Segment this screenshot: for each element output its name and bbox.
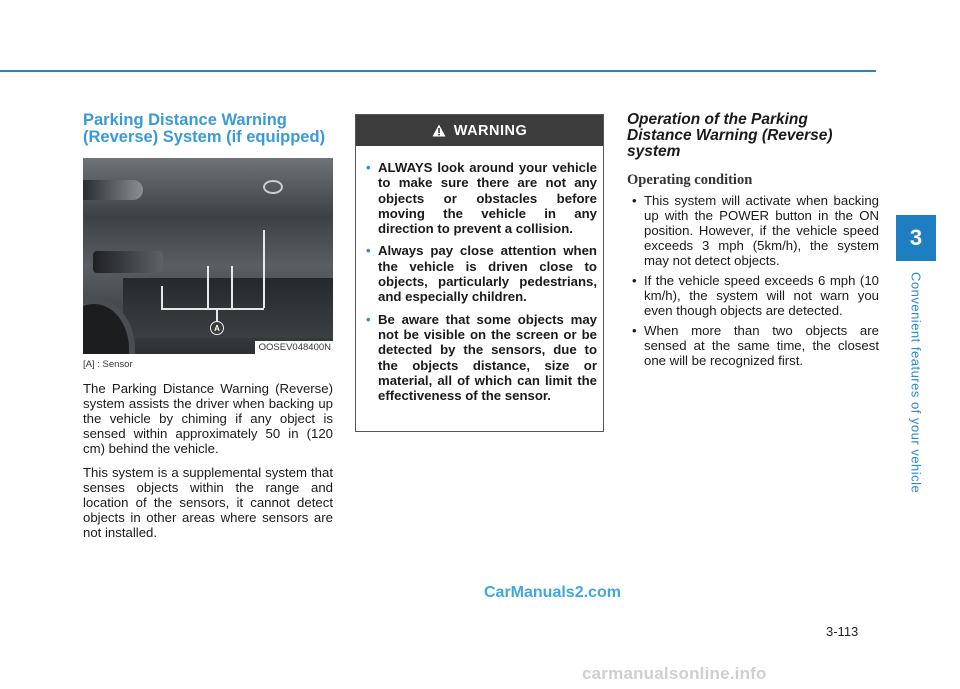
list-item: • When more than two objects are sensed at the same time, the closest one will be recognized first. [632,323,879,368]
figure-caption: [A] : Sensor [83,359,133,370]
list-item: • Be aware that some objects may not be visible on the screen or be detected by the sensors, due to the objects distance, size or material, all of which can limit the effectiveness of the sensor. [366,311,597,404]
list-item: • If the vehicle speed exceeds 6 mph (10 km/h), the system will not warn you even though objects are detected. [632,273,879,318]
watermark-link[interactable]: CarManuals2.com [484,584,621,601]
sensor-figure [83,158,333,354]
operating-condition-heading: Operating condition [627,172,753,188]
leader-line [161,286,163,308]
bullet-icon: • [366,311,371,327]
figure-code: OOSEV048400N [255,341,333,354]
warning-triangle-icon [432,124,446,137]
list-item: • ALWAYS look around your vehicle to make sure there are not any objects or obstacles before moving the vehicle in any direction to prevent a collision. [366,160,597,237]
left-column [83,112,333,540]
leader-line [216,308,218,322]
page-number: 3-113 [826,624,859,639]
warning-title: WARNING [453,122,528,139]
leader-line [263,230,265,308]
chapter-title: Convenient features of your vehicle [908,271,924,494]
warning-header [356,115,603,146]
leader-line [207,266,209,308]
header-rule [0,70,876,72]
leader-line [231,266,233,308]
chapter-side-title [897,270,935,495]
bullet-icon: • [632,193,637,208]
right-column [627,112,879,373]
sensor-callout-badge: A [210,321,224,335]
footer-watermark: carmanualsonline.info [582,664,767,683]
rear-reflector-shape [93,251,163,273]
intro-paragraph: The Parking Distance Warning (Reverse) system assists the driver when backing up the vehicle by chiming if any object is sensed within approximately 50 in (120 cm) behind the vehicle. [83,381,333,456]
leader-line [161,308,264,310]
operation-heading: Operation of the Parking Distance Warning (Reverse) system [627,111,833,160]
operating-condition-list [627,193,879,368]
chapter-number: 3 [909,225,923,250]
bullet-icon: • [366,160,371,175]
bullet-icon: • [366,243,371,259]
section-heading: Parking Distance Warning (Reverse) System (if equipped) [83,111,326,146]
bullet-icon: • [632,323,637,338]
bullet-icon: • [632,273,637,288]
emblem-icon [263,180,283,194]
warning-list [356,146,603,403]
list-item: • This system will activate when backing up with the POWER button in the ON position. However, if the vehicle speed exceeds 3 mph (5km/h), the system may not detect objects. [632,193,879,268]
list-item: • Always pay close attention when the vehicle is driven close to objects, particularly pedestrians, and especially children. [366,243,597,305]
warning-box [355,114,604,432]
chapter-number-tab[interactable] [896,215,936,261]
supplemental-paragraph: This system is a supplemental system that senses objects within the range and location of the sensors, it cannot detect objects in other areas where sensors are not installed. [83,465,333,540]
tail-lamp-shape [83,180,143,200]
